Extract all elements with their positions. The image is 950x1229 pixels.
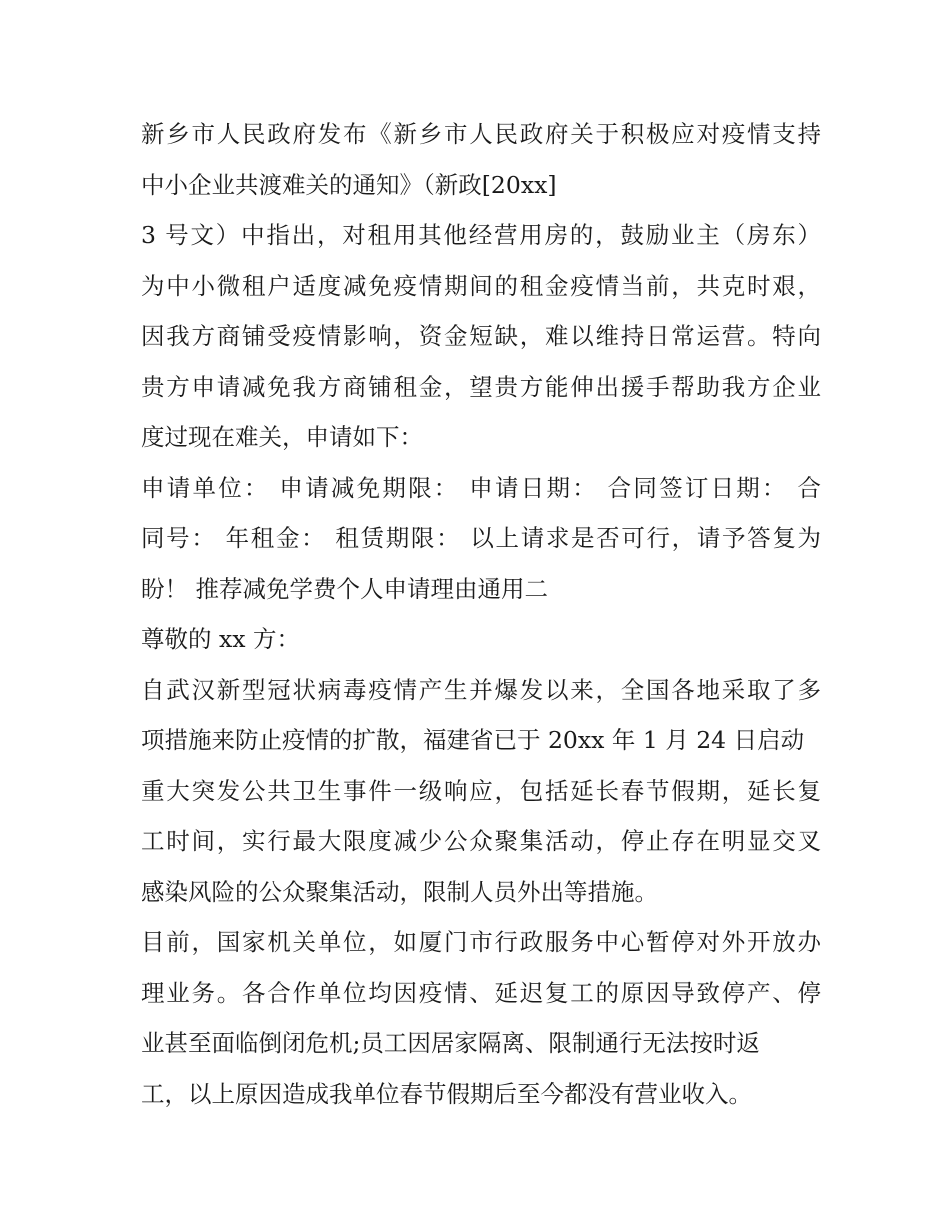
text-line-14: 重大突发公共卫生事件一级响应，包括延长春节假期，延长复 — [141, 776, 821, 805]
text-line-2: 中小企业共渡难关的通知》（新政[20xx] — [141, 170, 557, 199]
text-line-5: 因我方商铺受疫情影响，资金短缺，难以维持日常运营。特向 — [141, 322, 821, 350]
document-body — [141, 109, 821, 1119]
text-line-8: 申请单位： 申请减免期限： 申请日期： 合同签订日期： 合 — [141, 473, 821, 502]
text-line-3: 3 号文）中指出，对租用其他经营用房的，鼓励业主（房东） — [141, 221, 821, 249]
text-line-4: 为中小微租户适度减免疫情期间的租金疫情当前，共克时艰， — [141, 271, 821, 300]
text-line-16: 感染风险的公众聚集活动，限制人员外出等措施。 — [141, 877, 658, 906]
text-line-12: 自武汉新型冠状病毒疫情产生并爆发以来，全国各地采取了多 — [141, 675, 821, 704]
text-line-15: 工时间，实行最大限度减少公众聚集活动，停止存在明显交叉 — [141, 827, 821, 855]
text-line-9: 同号： 年租金： 租赁期限： 以上请求是否可行，请予答复为 — [141, 524, 821, 552]
text-line-7: 度过现在难关，申请如下： — [141, 423, 423, 451]
text-line-10: 盼！ 推荐减免学费个人申请理由通用二 — [141, 574, 548, 603]
text-line-6: 贵方申请减免我方商铺租金，望贵方能伸出援手帮助我方企业 — [141, 372, 821, 401]
text-line-11: 尊敬的 xx 方： — [141, 625, 300, 653]
text-line-13: 项措施来防止疫情的扩散，福建省已于 20xx 年 1 月 24 日启动 — [141, 726, 805, 754]
text-line-1: 新乡市人民政府发布《新乡市人民政府关于积极应对疫情支持 — [141, 120, 821, 148]
text-line-18: 理业务。各合作单位均因疫情、延迟复工的原因导致停产、停 — [141, 978, 821, 1007]
text-line-20: 工，以上原因造成我单位春节假期后至今都没有营业收入。 — [141, 1079, 752, 1108]
text-line-17: 目前，国家机关单位，如厦门市行政服务中心暂停对外开放办 — [141, 928, 821, 956]
text-line-19: 业甚至面临倒闭危机;员工因居家隔离、限制通行无法按时返 — [141, 1029, 760, 1057]
